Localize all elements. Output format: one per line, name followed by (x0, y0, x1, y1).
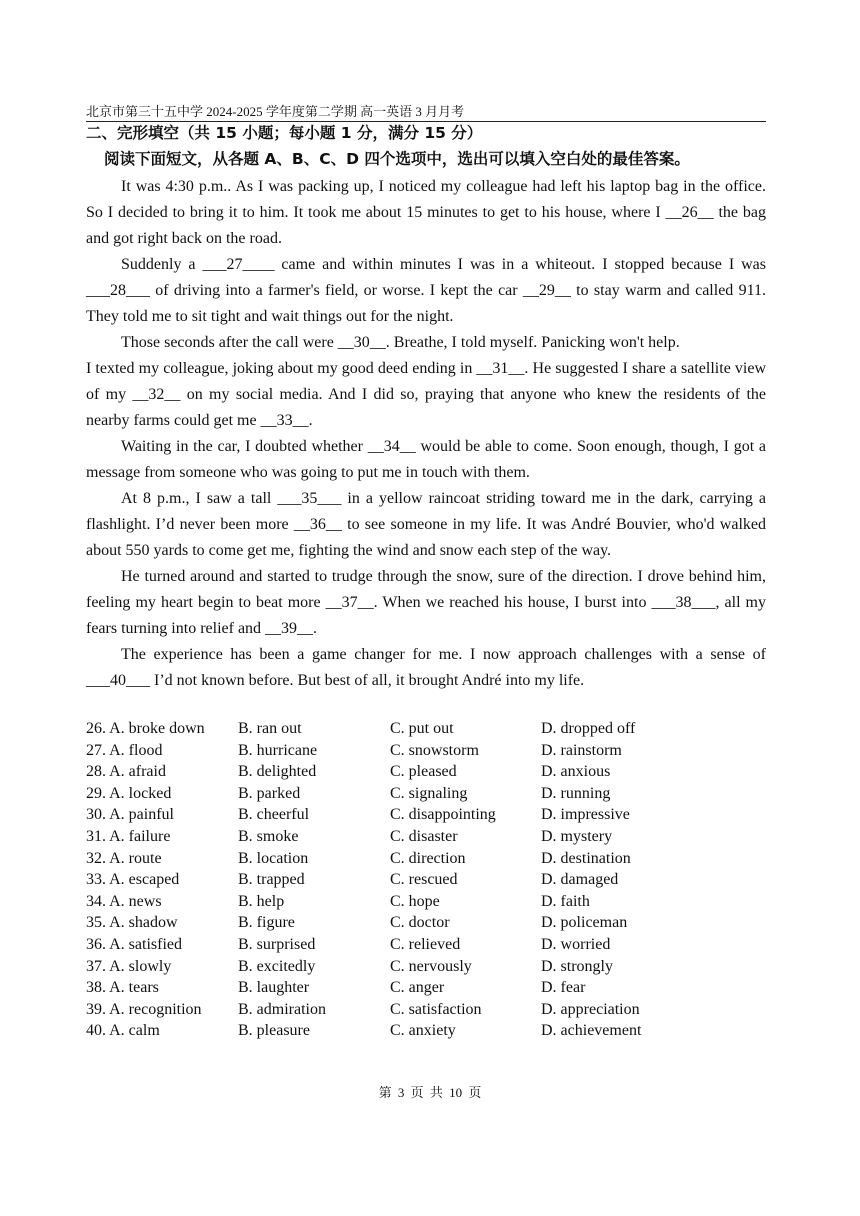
option-c: C. satisfaction (390, 1000, 482, 1018)
passage-paragraph: It was 4:30 p.m.. As I was packing up, I noticed my colleague had left his laptop bag in the office. So I decided to bring it to him. It took me about 15 minutes to get to his house, where I __26__ the bag and got right back on the road. (86, 178, 766, 247)
option-b: B. admiration (238, 1000, 326, 1018)
option-b: B. smoke (238, 827, 299, 845)
page-header: 北京市第三十五中学 2024-2025 学年度第二学期 高一英语 3 月月考 (86, 104, 465, 119)
option-c: C. pleased (390, 763, 457, 781)
answer-options (86, 718, 766, 1042)
option-a: 38. A. tears (86, 979, 159, 997)
option-b: B. parked (238, 784, 301, 802)
option-a: 27. A. flood (86, 741, 163, 759)
section-title: 二、完形填空（共 15 小题；每小题 1 分，满分 15 分） (86, 124, 483, 142)
question-row (86, 783, 766, 805)
question-row (86, 912, 766, 934)
option-c: C. put out (390, 720, 454, 737)
instructions: 阅读下面短文，从各题 A、B、C、D 四个选项中，选出可以填入空白处的最佳答案。 (104, 150, 690, 168)
question-row (86, 804, 766, 826)
option-d: D. fear (541, 979, 586, 997)
question-row (86, 891, 766, 913)
option-a: 26. A. broke down (86, 720, 205, 737)
option-d: D. achievement (541, 1022, 642, 1040)
option-a: 37. A. slowly (86, 957, 172, 975)
question-row (86, 848, 766, 870)
option-b: B. ran out (238, 720, 302, 737)
question-row (86, 718, 766, 740)
option-c: C. nervously (390, 957, 472, 975)
option-c: C. relieved (390, 935, 461, 953)
option-b: B. cheerful (238, 806, 310, 824)
question-row (86, 999, 766, 1021)
option-d: D. worried (541, 935, 611, 953)
passage-paragraph: Suddenly a ___27____ came and within minutes I was in a whiteout. I stopped because I was ___28___ of driving into a farmer's field, or worse. I kept the car __29__ to stay warm and called 911. They told me to sit tight and wait things out for the night. (86, 256, 766, 325)
passage-paragraph: Waiting in the car, I doubted whether __34__ would be able to come. Soon enough, though, I got a message from someone who was going to put me in touch with them. (86, 438, 766, 481)
option-d: D. anxious (541, 763, 611, 781)
option-d: D. strongly (541, 957, 613, 975)
option-a: 29. A. locked (86, 784, 172, 802)
question-row (86, 761, 766, 783)
option-d: D. faith (541, 892, 590, 910)
option-c: C. signaling (390, 784, 468, 802)
option-b: B. excitedly (238, 957, 316, 975)
cloze-passage (86, 174, 766, 694)
question-row (86, 934, 766, 956)
option-c: C. direction (390, 849, 466, 867)
option-a: 40. A. calm (86, 1022, 160, 1040)
option-a: 36. A. satisfied (86, 935, 182, 953)
option-b: B. figure (238, 914, 295, 932)
option-d: D. appreciation (541, 1000, 640, 1018)
question-row (86, 956, 766, 978)
option-c: C. rescued (390, 871, 458, 889)
option-d: D. destination (541, 849, 631, 867)
passage-paragraph: Those seconds after the call were __30__. Breathe, I told myself. Panicking won't help. (121, 334, 680, 351)
option-b: B. pleasure (238, 1022, 310, 1040)
option-a: 34. A. news (86, 892, 162, 910)
option-b: B. help (238, 892, 285, 910)
option-b: B. laughter (238, 979, 310, 997)
option-b: B. surprised (238, 935, 316, 953)
option-c: C. disaster (390, 827, 458, 845)
option-a: 31. A. failure (86, 827, 171, 845)
option-a: 28. A. afraid (86, 763, 166, 781)
option-a: 33. A. escaped (86, 871, 180, 889)
option-c: C. anxiety (390, 1022, 456, 1040)
option-d: D. damaged (541, 871, 619, 889)
option-b: B. delighted (238, 763, 317, 781)
option-c: C. disappointing (390, 806, 496, 824)
option-d: D. impressive (541, 806, 630, 824)
passage-paragraph: He turned around and started to trudge through the snow, sure of the direction. I drove behind him, feeling my heart begin to beat more __37__. When we reached his house, I burst into ___38___, all my fears turning into relief and __39__. (86, 568, 766, 637)
option-c: C. doctor (390, 914, 450, 932)
option-d: D. dropped off (541, 720, 636, 737)
option-c: C. anger (390, 979, 445, 997)
option-b: B. trapped (238, 871, 305, 889)
passage-paragraph: At 8 p.m., I saw a tall ___35___ in a yellow raincoat striding toward me in the dark, carrying a flashlight. I’d never been more __36__ to see someone in my life. It was André Bouvier, who'd walked about 550 yards to come get me, fighting the wind and snow each step of the way. (86, 490, 766, 559)
option-a: 35. A. shadow (86, 914, 178, 932)
option-b: B. hurricane (238, 741, 318, 759)
passage-paragraph: The experience has been a game changer for me. I now approach challenges with a sense of ___40___ I’d not known before. But best of all, it brought André into my life. (86, 646, 766, 689)
question-row (86, 977, 766, 999)
option-d: D. mystery (541, 827, 613, 845)
question-row (86, 826, 766, 848)
option-d: D. rainstorm (541, 741, 622, 759)
page-number: 第 3 页 共 10 页 (378, 1085, 482, 1100)
option-a: 32. A. route (86, 849, 162, 867)
option-c: C. hope (390, 892, 440, 910)
question-row (86, 740, 766, 762)
option-d: D. policeman (541, 914, 628, 932)
option-b: B. location (238, 849, 309, 867)
option-c: C. snowstorm (390, 741, 479, 759)
option-a: 39. A. recognition (86, 1000, 202, 1018)
option-d: D. running (541, 784, 611, 802)
question-row (86, 1020, 766, 1042)
passage-paragraph: I texted my colleague, joking about my good deed ending in __31__. He suggested I share a satellite view of my __32__ on my social media. And I did so, praying that anyone who knew the residents of the nearby farms could get me __33__. (86, 360, 766, 429)
option-a: 30. A. painful (86, 806, 174, 824)
question-row (86, 869, 766, 891)
